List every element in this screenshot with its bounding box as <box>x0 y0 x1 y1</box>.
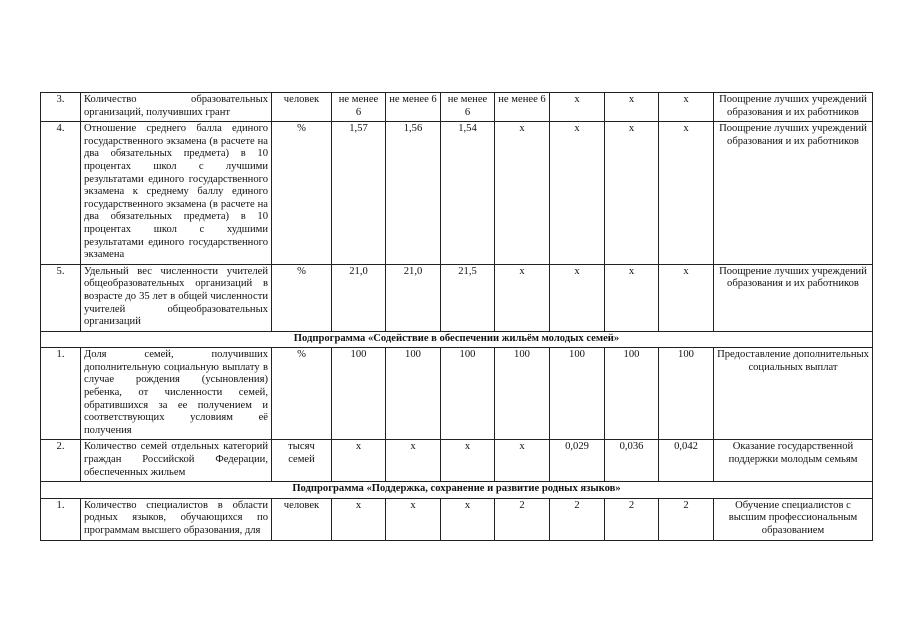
value-cell: 0,042 <box>659 440 714 482</box>
unit-cell: % <box>272 122 332 265</box>
value-cell: не менее 6 <box>495 93 550 122</box>
section-title: Подпрограмма «Содействие в обеспечении жильём молодых семей» <box>41 331 873 348</box>
value-cell: х <box>659 264 714 331</box>
value-cell: х <box>441 498 495 540</box>
table-body <box>41 93 873 541</box>
value-cell: 2 <box>659 498 714 540</box>
value-cell: 21,0 <box>386 264 441 331</box>
unit-cell: человек <box>272 498 332 540</box>
value-cell: 2 <box>550 498 605 540</box>
table-row <box>41 498 873 540</box>
value-cell: х <box>605 122 659 265</box>
row-number: 3. <box>41 93 81 122</box>
value-cell: х <box>441 440 495 482</box>
value-cell: 100 <box>605 348 659 440</box>
value-cell: 1,56 <box>386 122 441 265</box>
value-cell: х <box>386 498 441 540</box>
unit-cell: % <box>272 264 332 331</box>
measure-cell: Обучение специалистов с высшим профессиональным образованием <box>714 498 873 540</box>
value-cell: 100 <box>386 348 441 440</box>
value-cell: не менее 6 <box>332 93 386 122</box>
value-cell: 1,54 <box>441 122 495 265</box>
indicator-name: Отношение среднего балла единого государственного экзамена (в расчете на два обязательных предмета) в 10 процентах школ с лучшими результатами единого государственного экзамена к среднему баллу единого государственного экзамена (в расчете на два обязательных предмета) в 10 процентах школ с худшими результатами единого государственного экзамена <box>81 122 272 265</box>
section-header-row <box>41 482 873 499</box>
table-row <box>41 122 873 265</box>
value-cell: 1,57 <box>332 122 386 265</box>
indicator-name: Доля семей, получивших дополнительную социальную выплату в случае рождения (усыновления) ребенка, от численности семей, обратившихся за ее получением и соответствующих условиям её получения <box>81 348 272 440</box>
value-cell: х <box>605 264 659 331</box>
value-cell: 21,5 <box>441 264 495 331</box>
measure-cell: Поощрение лучших учреждений образования и их работников <box>714 93 873 122</box>
value-cell: х <box>332 440 386 482</box>
value-cell: х <box>659 93 714 122</box>
value-cell: х <box>495 440 550 482</box>
value-cell: 0,036 <box>605 440 659 482</box>
measure-cell: Оказание государственной поддержки молодым семьям <box>714 440 873 482</box>
row-number: 1. <box>41 498 81 540</box>
section-title: Подпрограмма «Поддержка, сохранение и развитие родных языков» <box>41 482 873 499</box>
value-cell: 100 <box>550 348 605 440</box>
value-cell: 100 <box>659 348 714 440</box>
value-cell: х <box>550 93 605 122</box>
row-number: 5. <box>41 264 81 331</box>
table-row <box>41 348 873 440</box>
measure-cell: Поощрение лучших учреждений образования и их работников <box>714 122 873 265</box>
indicators-table <box>40 92 873 541</box>
value-cell: 21,0 <box>332 264 386 331</box>
value-cell: 100 <box>332 348 386 440</box>
section-header-row <box>41 331 873 348</box>
value-cell: х <box>550 264 605 331</box>
row-number: 4. <box>41 122 81 265</box>
indicator-name: Количество образовательных организаций, получивших грант <box>81 93 272 122</box>
measure-cell: Предоставление дополнительных социальных выплат <box>714 348 873 440</box>
table-row <box>41 440 873 482</box>
value-cell: 100 <box>495 348 550 440</box>
measure-cell: Поощрение лучших учреждений образования и их работников <box>714 264 873 331</box>
value-cell: не менее 6 <box>386 93 441 122</box>
value-cell: х <box>495 122 550 265</box>
value-cell: 0,029 <box>550 440 605 482</box>
value-cell: 100 <box>441 348 495 440</box>
indicator-name: Количество семей отдельных категорий граждан Российской Федерации, обеспеченных жильем <box>81 440 272 482</box>
value-cell: х <box>332 498 386 540</box>
indicator-name: Количество специалистов в области родных языков, обучающихся по программам высшего образования, для <box>81 498 272 540</box>
value-cell: х <box>495 264 550 331</box>
unit-cell: человек <box>272 93 332 122</box>
value-cell: х <box>605 93 659 122</box>
value-cell: 2 <box>495 498 550 540</box>
value-cell: не менее 6 <box>441 93 495 122</box>
unit-cell: % <box>272 348 332 440</box>
row-number: 2. <box>41 440 81 482</box>
value-cell: 2 <box>605 498 659 540</box>
row-number: 1. <box>41 348 81 440</box>
table-row <box>41 93 873 122</box>
table-row <box>41 264 873 331</box>
value-cell: х <box>386 440 441 482</box>
value-cell: х <box>659 122 714 265</box>
value-cell: х <box>550 122 605 265</box>
indicator-name: Удельный вес численности учителей общеобразовательных организаций в возрасте до 35 лет в общей численности учителей общеобразовательных организаций <box>81 264 272 331</box>
unit-cell: тысяч семей <box>272 440 332 482</box>
